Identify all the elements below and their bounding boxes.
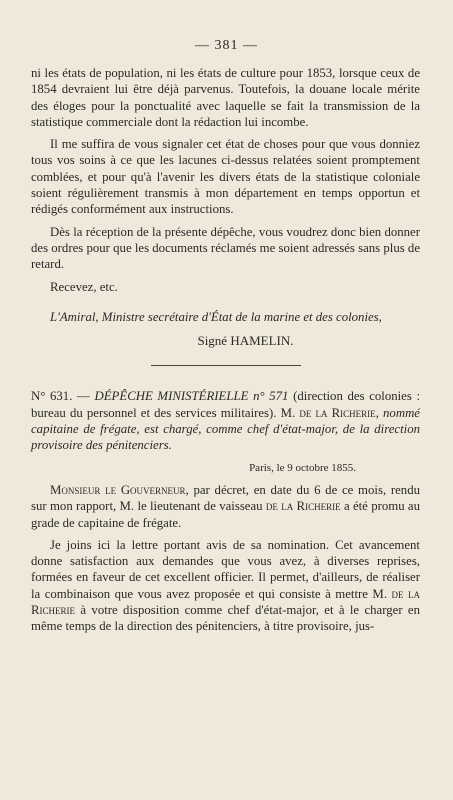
page-number: — 381 — [195, 38, 258, 53]
page-body [31, 65, 420, 635]
dispatch-appointment: nommé capitaine de frégate, est chargé, comme chef d'état-major, de la direction provisoire des pénitenciers. [31, 405, 420, 453]
paragraph-3: Dès la réception de la présente dépêche, vous voudrez donc bien donner des ordres pour que les documents réclamés me soient adressés sans plus de retard. [31, 224, 420, 272]
body-paragraph-1 [31, 482, 420, 531]
paragraph-1: ni les états de population, ni les états de culture pour 1853, lorsque ceux de 1854 devraient lui être déjà parvenus. Toutefois, la douane locale mérite des éloges pour la ponctualité avec laquelle se fait la transmission de la statistique commerciale dont la rédaction lui incombe. [31, 66, 420, 129]
date-line: Paris, le 9 octobre 1855. [249, 461, 356, 474]
paragraph-2: Il me suffira de vous signaler cet état de choses pour que vous donniez tous vos soins à ce que les lacunes ci-dessus relatées soient promptement comblées, et pour qu'à l'avenir les divers états de la statistique coloniale soient régulièrement transmis à mon département en temps opportun et rédigés conformément aux instructions. [31, 137, 420, 217]
body1-officer-name: de la Richerie [265, 499, 341, 514]
section-divider [151, 365, 301, 366]
body2-officer-name: de la Richerie [31, 586, 420, 618]
body2-part-a: Je joins ici la lettre portant avis de sa nomination. Cet avancement donne satisfaction aux demandes que vous avez, à diverses reprises, formées en faveur de cet excellent officier. Il permet, d'ailleurs, de réaliser la combinaison que vous avez proposée et qui consiste à mettre M. [31, 537, 420, 601]
closing-formula: Recevez, etc. [50, 279, 118, 294]
body1-part-a: , par décret, en date du 6 de ce mois, rendu sur mon rapport, M. le lieutenant de vaisseau [31, 482, 421, 514]
dispatch-officer-name: de la Richerie [299, 405, 376, 420]
dispatch-number: N° 631. — [31, 389, 90, 404]
signature: Signé HAMELIN. [197, 333, 294, 349]
body-paragraph-2 [31, 537, 420, 635]
dispatch-title: DÉPÊCHE MINISTÉRIELLE [94, 389, 249, 404]
dispatch-heading: N° 631. — DÉPÊCHE MINISTÉRIELLE n° 571 (direction des colonies : bureau du personnel et des services militaires). M. de la Richerie, nommé capitaine de frégate, est chargé, comme chef d'état-major, de la direction provisoire des pénitenciers. [31, 389, 421, 453]
salutation: Monsieur le Gouverneur [50, 482, 186, 497]
dispatch-ref-text: (direction des colonies : bureau du personnel et des services militaires). M. [31, 389, 421, 420]
body1-part-b: a été promu au grade de capitaine de frégate. [31, 499, 421, 530]
signature-title: L'Amiral, Ministre secrétaire d'État de la marine et des colonies, [50, 309, 382, 324]
body2-part-b: à votre disposition comme chef d'état-major, et à le charger en même temps de la direction des pénitenciers, à titre provisoire, jus- [31, 603, 421, 634]
dispatch-ref-number: n° 571 [253, 389, 289, 404]
